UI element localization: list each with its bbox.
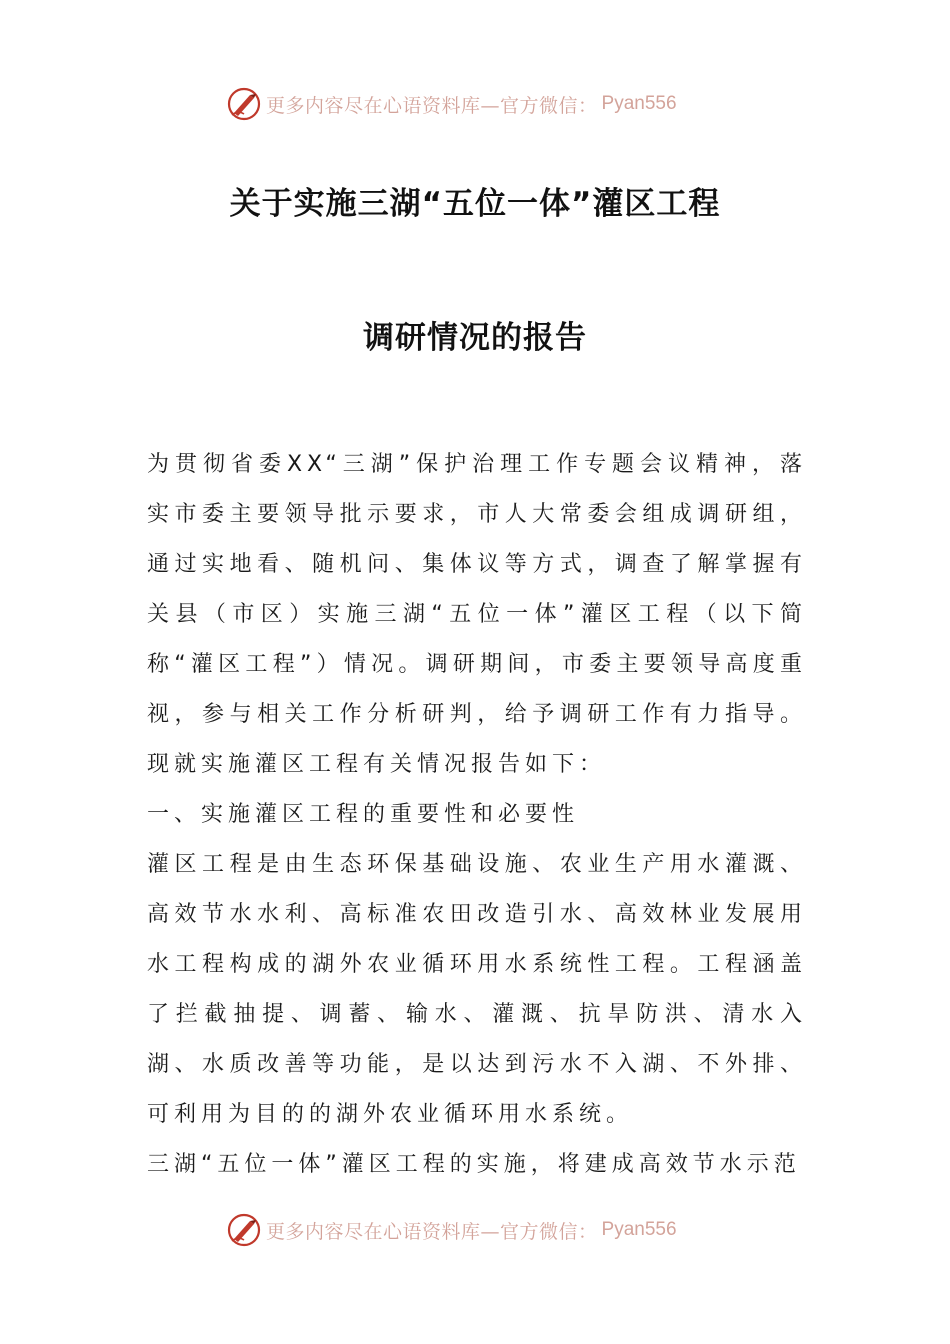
document-body [147, 440, 807, 1190]
document-title-line-1: 关于实施三湖“五位一体”灌区工程 [229, 186, 721, 222]
section-heading-1: 一、实施灌区工程的重要性和必要性 [147, 802, 580, 827]
pen-logo-icon [226, 86, 262, 122]
watermark-handle: Pyan556 [601, 93, 677, 114]
watermark-text: 更多内容尽在心语资料库—官方微信： [266, 94, 598, 117]
document-title-line-2: 调研情况的报告 [363, 320, 587, 356]
watermark-text: 更多内容尽在心语资料库—官方微信： [266, 1220, 598, 1243]
pen-logo-icon [226, 1212, 262, 1248]
paragraph-intro: 为贯彻省委XX“三湖”保护治理工作专题会议精神，落实市委主要领导批示要求，市人大常委会组成调研组，通过实地看、随机问、集体议等方式，调查了解掌握有关县（市区）实施三湖“五位一体”灌区工程（以下简称“灌区工程”）情况。调研期间，市委主要领导高度重视，参与相关工作分析研判，给予调研工作有力指导。现就实施灌区工程有关情况报告如下： [147, 452, 807, 777]
watermark-footer [226, 1210, 677, 1250]
paragraph-definition: 灌区工程是由生态环保基础设施、农业生产用水灌溉、高效节水水利、高标准农田改造引水、高效林业发展用水工程构成的湖外农业循环用水系统性工程。工程涵盖了拦截抽提、调蓄、输水、灌溉、抗旱防洪、清水入湖、水质改善等功能，是以达到污水不入湖、不外排、可利用为目的的湖外农业循环用水系统。 [147, 852, 807, 1127]
paragraph-implementation: 三湖“五位一体”灌区工程的实施，将建成高效节水示范 [147, 1152, 801, 1177]
watermark-handle: Pyan556 [601, 1219, 677, 1240]
watermark-header [226, 84, 677, 124]
